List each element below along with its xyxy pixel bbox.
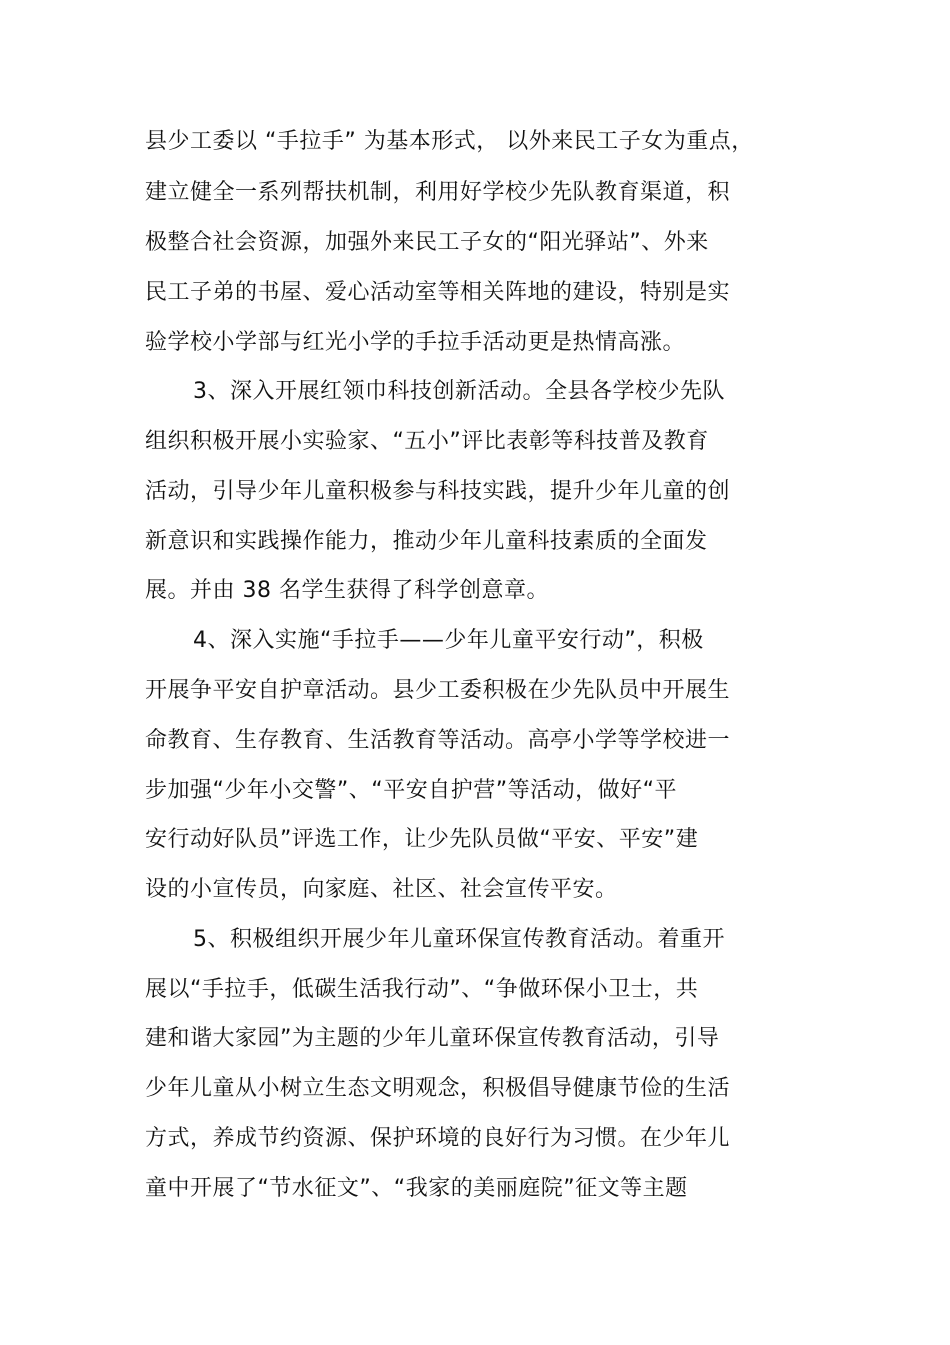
text-line: 少年儿童从小树立生态文明观念，积极倡导健康节俭的生活 [145, 1076, 731, 1101]
text-line: 建和谐大家园”为主题的少年儿童环保宣传教育活动，引导 [145, 1026, 720, 1051]
text-line: 设的小宣传员，向家庭、社区、社会宣传平安。 [145, 877, 618, 902]
text-line: 极整合社会资源，加强外来民工子女的“阳光驿站”、外来 [145, 230, 709, 255]
text-line: 展以“手拉手，低碳生活我行动”、“争做环保小卫士，共 [145, 977, 699, 1002]
paragraph-start-line: 3、深入开展红领巾科技创新活动。全县各学校少先队 [193, 379, 725, 404]
text-line: 步加强“少年小交警”、“平安自护营”等活动，做好“平 [145, 778, 677, 803]
text-line: 活动，引导少年儿童积极参与科技实践，提升少年儿童的创 [145, 479, 731, 504]
text-line: 验学校小学部与红光小学的手拉手活动更是热情高涨。 [145, 330, 686, 355]
text-line: 组织积极开展小实验家、“五小”评比表彰等科技普及教育 [145, 429, 709, 454]
text-line: 童中开展了“节水征文”、“我家的美丽庭院”征文等主题 [145, 1176, 688, 1201]
paragraph-start-line: 4、深入实施“手拉手——少年儿童平安行动”，积极 [193, 628, 704, 653]
text-line: 新意识和实践操作能力，推动少年儿童科技素质的全面发 [145, 529, 708, 554]
text-line: 县少工委以 “手拉手” 为基本形式， 以外来民工子女为重点， [145, 129, 754, 154]
paragraph-start-line: 5、积极组织开展少年儿童环保宣传教育活动。着重开 [193, 927, 725, 952]
text-line: 民工子弟的书屋、爱心活动室等相关阵地的建设，特别是实 [145, 280, 731, 305]
text-line: 建立健全一系列帮扶机制，利用好学校少先队教育渠道，积 [145, 180, 731, 205]
text-line: 命教育、生存教育、生活教育等活动。高亭小学等学校进一 [145, 728, 731, 753]
text-line: 开展争平安自护章活动。县少工委积极在少先队员中开展生 [145, 678, 731, 703]
text-line: 方式，养成节约资源、保护环境的良好行为习惯。在少年儿 [145, 1126, 731, 1151]
text-line: 安行动好队员”评选工作，让少先队员做“平安、平安”建 [145, 827, 699, 852]
text-line: 展。并由 38 名学生获得了科学创意章。 [145, 578, 549, 603]
